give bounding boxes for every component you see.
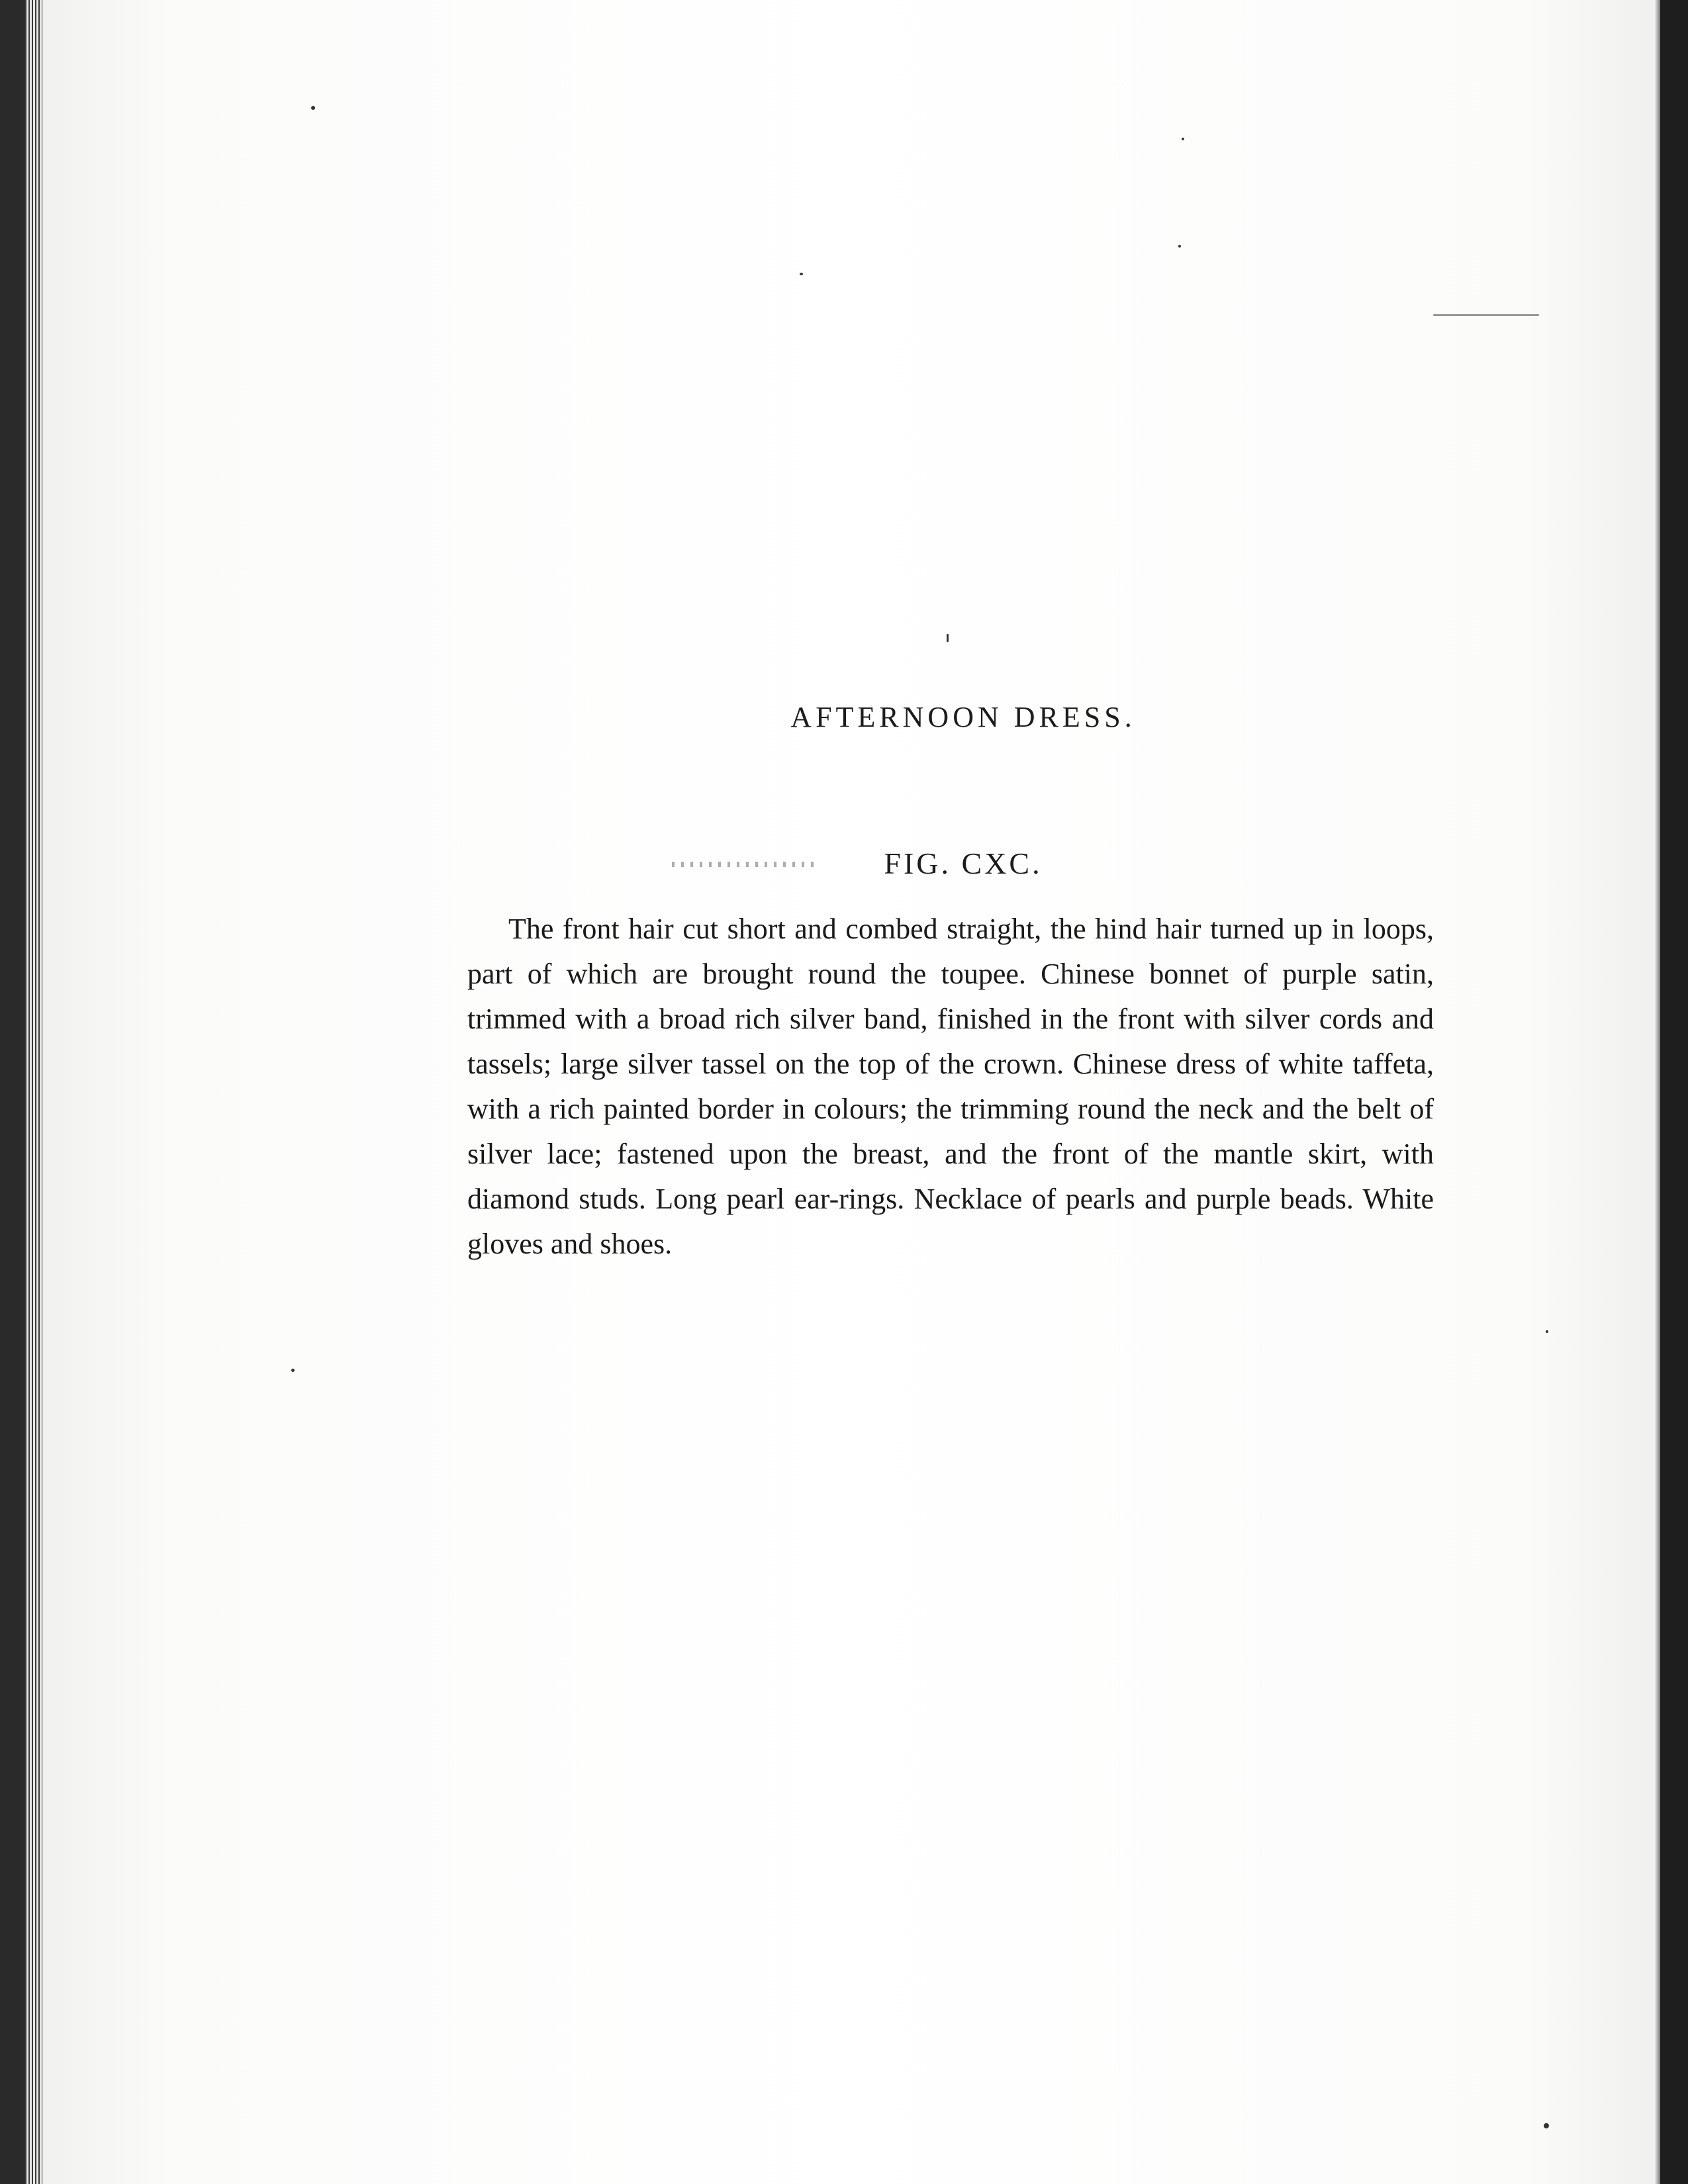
page-edge-lines	[25, 0, 42, 2184]
page-title: AFTERNOON DRESS.	[790, 701, 1136, 733]
scan-border-right	[1660, 0, 1688, 2184]
scan-speck	[1433, 314, 1539, 316]
scan-speck	[800, 273, 803, 275]
scan-speck	[1178, 245, 1181, 248]
scan-speck	[947, 634, 949, 642]
figure-label: FIG. CXC.	[884, 846, 1043, 880]
scan-speck	[291, 1369, 295, 1372]
scan-speck	[1544, 2123, 1549, 2128]
scan-speck	[1546, 1330, 1548, 1333]
page-edge-right	[1655, 0, 1660, 2184]
scan-speck	[311, 106, 315, 110]
scan-border-left	[0, 0, 25, 2184]
scan-speck	[1182, 138, 1184, 140]
figure-description: The front hair cut short and combed straight, the hind hair turned up in loops, part of which are brought round the toupee. Chinese bonnet of purple satin, trimmed with a broad rich silver band, finished in the front with silver cords and tassels; large silver tassel on the top of the crown. Chinese dress of white taffeta, with a rich painted border in colours; the trimming round the neck and the belt of silver lace; fastened upon the breast, and the front of the mantle skirt, with diamond studs. Long pearl ear-rings. Necklace of pearls and purple beads. White gloves and shoes.	[467, 913, 1434, 1260]
